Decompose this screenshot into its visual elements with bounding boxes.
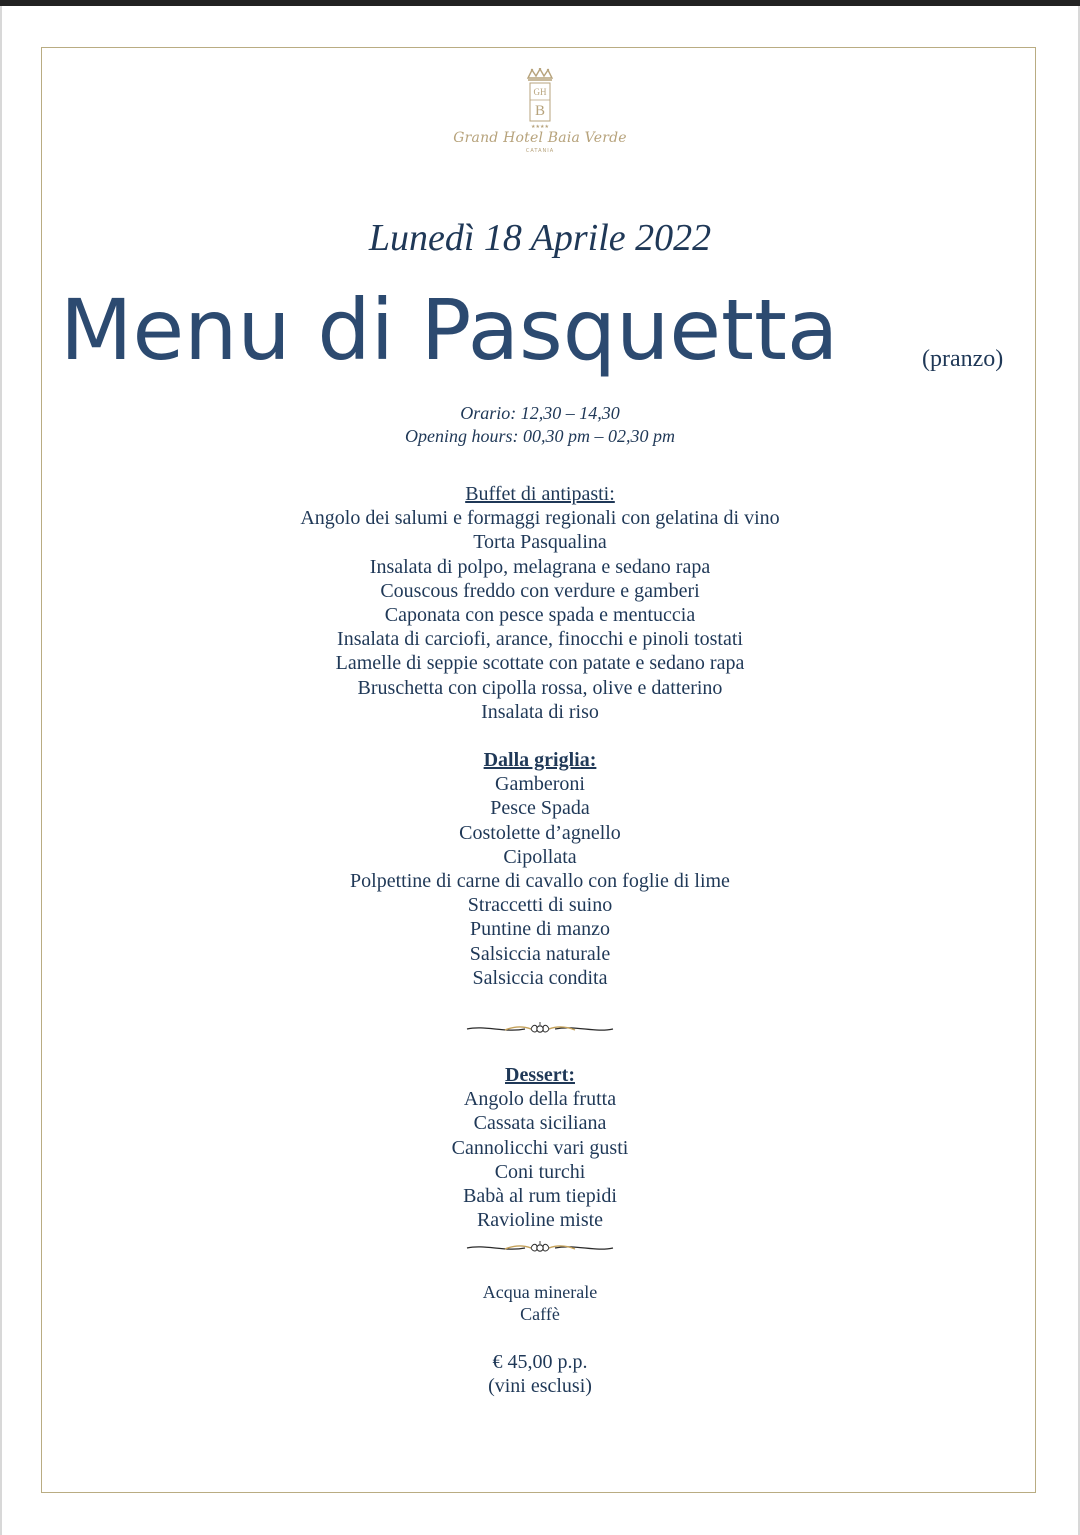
buffet-section xyxy=(0,482,1080,724)
menu-item: Babà al rum tiepidi xyxy=(463,1185,617,1208)
extra-item: Caffè xyxy=(520,1304,560,1324)
menu-item: Pesce Spada xyxy=(490,797,590,820)
hotel-city: CATANIA xyxy=(525,148,555,154)
grill-section xyxy=(0,748,1080,990)
hotel-logo xyxy=(440,68,640,176)
price-note: (vini esclusi) xyxy=(488,1375,592,1397)
svg-text:★★★★: ★★★★ xyxy=(531,124,549,128)
menu-item: Insalata di riso xyxy=(481,700,599,723)
opening-hours xyxy=(0,402,1080,448)
dessert-section xyxy=(0,1063,1080,1232)
menu-item: Puntine di manzo xyxy=(470,918,610,941)
menu-item: Lamelle di seppie scottate con patate e sedano rapa xyxy=(335,652,745,675)
menu-item: Angolo dei salumi e formaggi regionali con gelatina di vino xyxy=(300,507,780,530)
orario-line: Orario: 12,30 – 14,30 xyxy=(460,403,620,423)
grill-heading: Dalla griglia: xyxy=(483,749,597,771)
menu-item: Cassata siciliana xyxy=(473,1112,607,1135)
svg-text:B: B xyxy=(534,103,546,119)
price-amount: € 45,00 p.p. xyxy=(492,1351,588,1373)
menu-item: Cannolicchi vari gusti xyxy=(451,1136,629,1159)
menu-item: Gamberoni xyxy=(495,773,585,796)
menu-item: Salsiccia condita xyxy=(472,966,608,989)
buffet-heading: Buffet di antipasti: xyxy=(465,483,615,505)
extras-list xyxy=(0,1281,1080,1325)
menu-item: Straccetti di suino xyxy=(467,894,613,917)
menu-item: Salsiccia naturale xyxy=(469,942,611,965)
menu-item: Bruschetta con cipolla rossa, olive e datterino xyxy=(357,676,723,699)
menu-item: Coni turchi xyxy=(494,1160,586,1183)
ornament-divider-icon xyxy=(465,1240,615,1256)
hotel-name: Grand Hotel Baia Verde xyxy=(453,130,627,146)
menu-item: Ravioline miste xyxy=(476,1209,604,1232)
opening-hours-line: Opening hours: 00,30 pm – 02,30 pm xyxy=(405,426,675,446)
top-bar xyxy=(0,0,1080,6)
menu-item: Polpettine di carne di cavallo con foglie di lime xyxy=(350,870,730,893)
dessert-heading: Dessert: xyxy=(505,1064,575,1086)
ornament-divider-icon xyxy=(465,1021,615,1037)
menu-item: Couscous freddo con verdure e gamberi xyxy=(380,579,700,602)
svg-text:GH: GH xyxy=(533,87,547,97)
menu-item: Cipollata xyxy=(503,845,577,868)
meal-label: (pranzo) xyxy=(922,346,1004,372)
crown-monogram-icon xyxy=(520,68,560,128)
menu-item: Insalata di polpo, melagrana e sedano rapa xyxy=(369,555,711,578)
page-title: Menu di Pasquetta xyxy=(60,281,839,379)
price-block xyxy=(0,1350,1080,1398)
menu-item: Costolette d’agnello xyxy=(459,821,621,844)
menu-item: Torta Pasqualina xyxy=(473,531,607,554)
menu-date: Lunedì 18 Aprile 2022 xyxy=(368,217,712,259)
menu-item: Caponata con pesce spada e mentuccia xyxy=(384,604,696,627)
menu-item: Angolo della frutta xyxy=(463,1088,617,1111)
extra-item: Acqua minerale xyxy=(482,1282,598,1302)
menu-item: Insalata di carciofi, arance, finocchi e pinoli tostati xyxy=(337,628,743,651)
